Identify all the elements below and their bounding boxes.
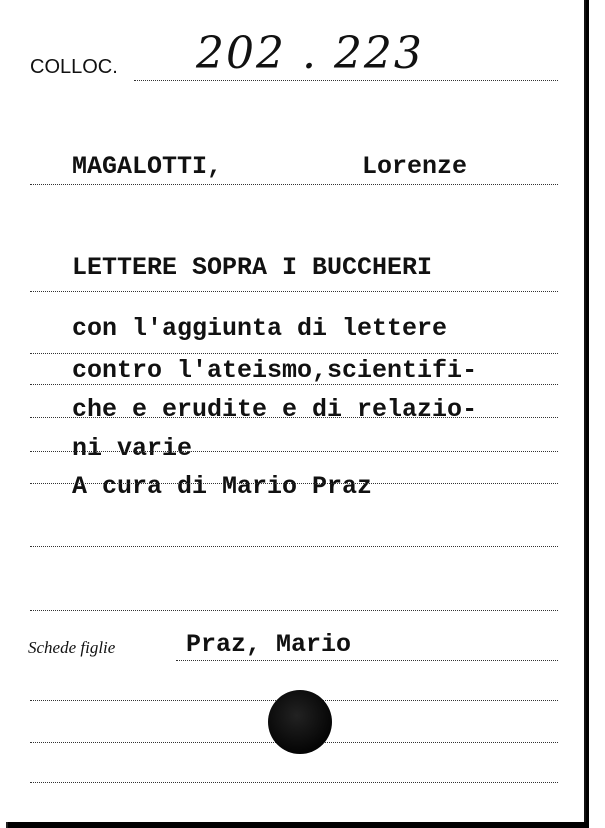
author-given-name: Lorenze (362, 152, 468, 181)
description-line: contro l'ateismo,scientifi- (72, 356, 478, 385)
empty-dotted-line (30, 610, 558, 611)
title-dotted-line (30, 291, 558, 292)
schede-figlie-label: Schede figlie (28, 638, 116, 657)
description-dotted-line (30, 384, 558, 385)
empty-dotted-line (30, 782, 558, 783)
description-line: A cura di Mario Praz (72, 472, 373, 501)
card-right-edge (586, 0, 605, 828)
colloc-label: COLLOC. (30, 56, 118, 78)
schede-dotted-line (176, 660, 558, 661)
colloc-dotted-line (134, 80, 558, 81)
empty-dotted-line (30, 546, 558, 547)
description-line: ni varie (72, 434, 193, 463)
description-line: che e erudite e di relazio- (72, 395, 478, 424)
punch-hole (268, 690, 332, 754)
description-dotted-line (30, 451, 558, 452)
description-dotted-line (30, 483, 558, 484)
schede-figlie-value: Praz, Mario (186, 630, 352, 659)
author-surname: MAGALOTTI, (72, 152, 223, 181)
description-dotted-line (30, 353, 558, 354)
author-dotted-line (30, 184, 558, 185)
title-line: LETTERE SOPRA I BUCCHERI (72, 253, 433, 282)
description-dotted-line (30, 417, 558, 418)
description-line: con l'aggiunta di lettere (72, 314, 448, 343)
colloc-value: 202 . 223 (196, 28, 424, 79)
